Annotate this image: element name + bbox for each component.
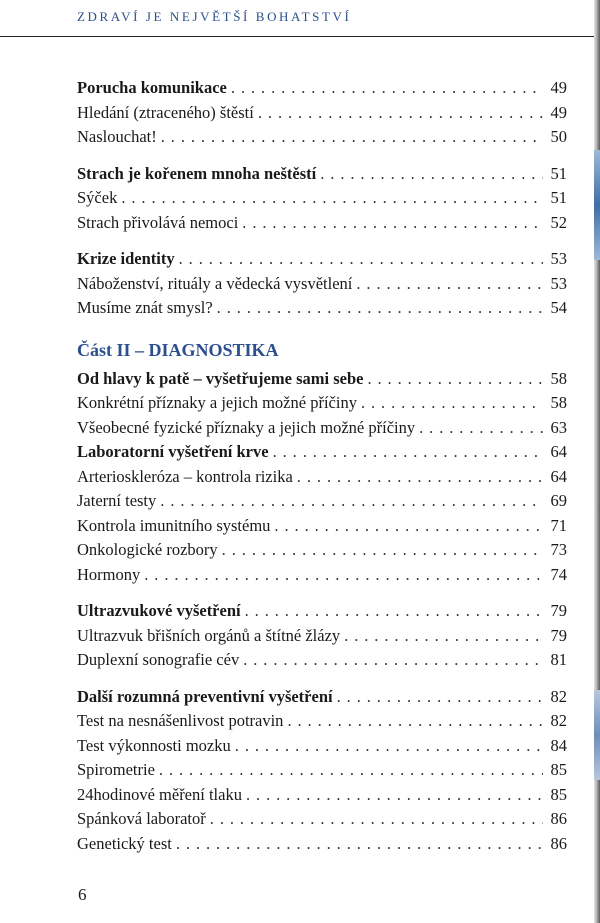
toc-entry[interactable]: [77, 538, 567, 563]
toc-entry-title: Jaterní testy: [77, 491, 157, 510]
toc-entry-page: 82: [550, 686, 567, 706]
toc-entry-title: Strach je kořenem mnoha neštěstí: [77, 163, 317, 183]
toc-entry-page: 74: [550, 564, 567, 584]
toc-entry-page: 85: [550, 760, 567, 779]
toc-entry-title: Genetický test: [77, 833, 172, 853]
toc-entry-page: 79: [550, 625, 567, 645]
toc-entry-page: 52: [550, 212, 567, 232]
toc-leader-dots: [258, 101, 543, 126]
toc-entry[interactable]: [77, 367, 567, 392]
toc-leader-dots: [419, 416, 543, 441]
toc-entry-title: Ultrazvukové vyšetření: [77, 601, 241, 620]
toc-entry-page: 53: [550, 249, 567, 268]
toc-leader-dots: [245, 599, 543, 624]
toc-entry-title: Ultrazvuk břišních orgánů a štítné žlázy: [77, 625, 341, 645]
toc-leader-dots: [121, 186, 543, 211]
toc-entry[interactable]: [77, 211, 567, 236]
toc-entry-title: Náboženství, rituály a vědecká vysvětlení: [77, 273, 353, 293]
toc-entry-page: 73: [550, 540, 567, 559]
toc-entry[interactable]: [77, 624, 567, 649]
toc-entry[interactable]: [77, 247, 567, 272]
toc-leader-dots: [144, 563, 543, 588]
toc-entry[interactable]: [77, 76, 567, 101]
page-edge-tint: [594, 690, 600, 780]
toc-leader-dots: [297, 465, 543, 490]
toc-entry-title: Laboratorní vyšetření krve: [77, 442, 269, 461]
toc-entry-title: Spánková laboratoř: [77, 809, 206, 828]
table-of-contents: [77, 76, 567, 856]
toc-entry[interactable]: [77, 296, 567, 321]
toc-entry-title: Strach přivolává nemoci: [77, 212, 239, 232]
toc-leader-dots: [320, 162, 543, 187]
toc-leader-dots: [361, 391, 543, 416]
toc-entry-page: 86: [550, 833, 567, 853]
toc-entry-title: Musíme znát smysl?: [77, 298, 213, 317]
toc-entry-page: 81: [550, 650, 567, 669]
toc-leader-dots: [179, 247, 543, 272]
toc-entry-title: Hledání (ztraceného) štěstí: [77, 102, 254, 122]
toc-leader-dots: [344, 624, 543, 649]
toc-entry-page: 54: [550, 298, 567, 317]
toc-entry[interactable]: [77, 440, 567, 465]
toc-entry[interactable]: [77, 648, 567, 673]
toc-entry-page: 51: [550, 163, 567, 183]
toc-entry-title: 24hodinové měření tlaku: [77, 784, 242, 804]
page-edge-tint: [594, 150, 600, 260]
toc-entry[interactable]: [77, 563, 567, 588]
page-number: 6: [78, 885, 87, 904]
toc-leader-dots: [367, 367, 543, 392]
toc-entry-title: Arterioskleróza – kontrola rizika: [77, 466, 293, 486]
toc-entry-page: 79: [550, 601, 567, 620]
toc-entry[interactable]: [77, 391, 567, 416]
toc-leader-dots: [242, 211, 543, 236]
toc-entry[interactable]: [77, 832, 567, 857]
toc-entry-page: 63: [550, 417, 567, 437]
toc-entry-title: Krize identity: [77, 249, 175, 268]
page-edge: [594, 0, 600, 923]
toc-entry-title: Od hlavy k patě – vyšetřujeme sami sebe: [77, 368, 364, 388]
toc-entry-page: 50: [550, 127, 567, 146]
toc-leader-dots: [159, 758, 543, 783]
toc-entry-title: Duplexní sonografie cév: [77, 650, 240, 669]
toc-entry[interactable]: [77, 685, 567, 710]
page-header: [0, 0, 600, 37]
toc-entry-page: 51: [550, 188, 567, 207]
toc-leader-dots: [337, 685, 543, 710]
toc-entry-title: Sýček: [77, 188, 118, 207]
toc-leader-dots: [235, 734, 543, 759]
toc-entry-title: Onkologické rozbory: [77, 540, 218, 559]
toc-entry[interactable]: [77, 162, 567, 187]
toc-entry-page: 69: [550, 491, 567, 510]
toc-leader-dots: [222, 538, 543, 563]
toc-entry[interactable]: [77, 734, 567, 759]
toc-leader-dots: [231, 76, 543, 101]
part-heading: Část II – DIAGNOSTIKA: [77, 339, 279, 360]
toc-entry-page: 49: [550, 78, 567, 97]
toc-entry-page: 71: [550, 515, 567, 535]
toc-leader-dots: [246, 783, 543, 808]
toc-entry[interactable]: [77, 783, 567, 808]
toc-leader-dots: [210, 807, 543, 832]
toc-leader-dots: [160, 489, 543, 514]
toc-leader-dots: [287, 709, 543, 734]
toc-entry-page: 58: [550, 393, 567, 412]
toc-entry-title: Konkrétní příznaky a jejich možné příčiny: [77, 393, 357, 412]
toc-entry-title: Všeobecné fyzické příznaky a jejich možné příčiny: [77, 417, 416, 437]
toc-leader-dots: [217, 296, 543, 321]
toc-leader-dots: [161, 125, 543, 150]
toc-entry-page: 86: [550, 809, 567, 828]
toc-leader-dots: [273, 440, 543, 465]
toc-entry-title: Další rozumná preventivní vyšetření: [77, 686, 333, 706]
toc-entry[interactable]: [77, 599, 567, 624]
toc-entry-page: 85: [550, 784, 567, 804]
toc-leader-dots: [176, 832, 543, 857]
toc-entry[interactable]: [77, 465, 567, 490]
toc-entry-title: Test na nesnášenlivost potravin: [77, 711, 284, 730]
toc-entry-title: Test výkonnosti mozku: [77, 735, 231, 755]
toc-entry-page: 49: [550, 102, 567, 122]
toc-entry-page: 53: [550, 273, 567, 293]
toc-entry[interactable]: [77, 758, 567, 783]
running-head: ZDRAVÍ JE NEJVĚTŠÍ BOHATSTVÍ: [77, 9, 352, 24]
toc-entry[interactable]: [77, 709, 567, 734]
toc-entry-title: Spirometrie: [77, 760, 155, 779]
toc-leader-dots: [243, 648, 543, 673]
toc-entry[interactable]: [77, 807, 567, 832]
toc-entry-page: 64: [550, 466, 567, 486]
toc-leader-dots: [356, 272, 543, 297]
toc-entry[interactable]: [77, 416, 567, 441]
toc-entry[interactable]: [77, 489, 567, 514]
toc-entry-page: 58: [550, 368, 567, 388]
toc-entry[interactable]: [77, 101, 567, 126]
toc-entry-title: Naslouchat!: [77, 127, 157, 146]
toc-entry-page: 82: [550, 711, 567, 730]
toc-entry[interactable]: [77, 125, 567, 150]
toc-entry[interactable]: [77, 272, 567, 297]
toc-entry[interactable]: [77, 186, 567, 211]
toc-entry-title: Porucha komunikace: [77, 78, 227, 97]
toc-entry-title: Kontrola imunitního systému: [77, 515, 271, 535]
toc-entry[interactable]: [77, 514, 567, 539]
toc-leader-dots: [274, 514, 543, 539]
toc-entry-page: 64: [550, 442, 567, 461]
toc-entry-title: Hormony: [77, 564, 141, 584]
toc-entry-page: 84: [550, 735, 567, 755]
